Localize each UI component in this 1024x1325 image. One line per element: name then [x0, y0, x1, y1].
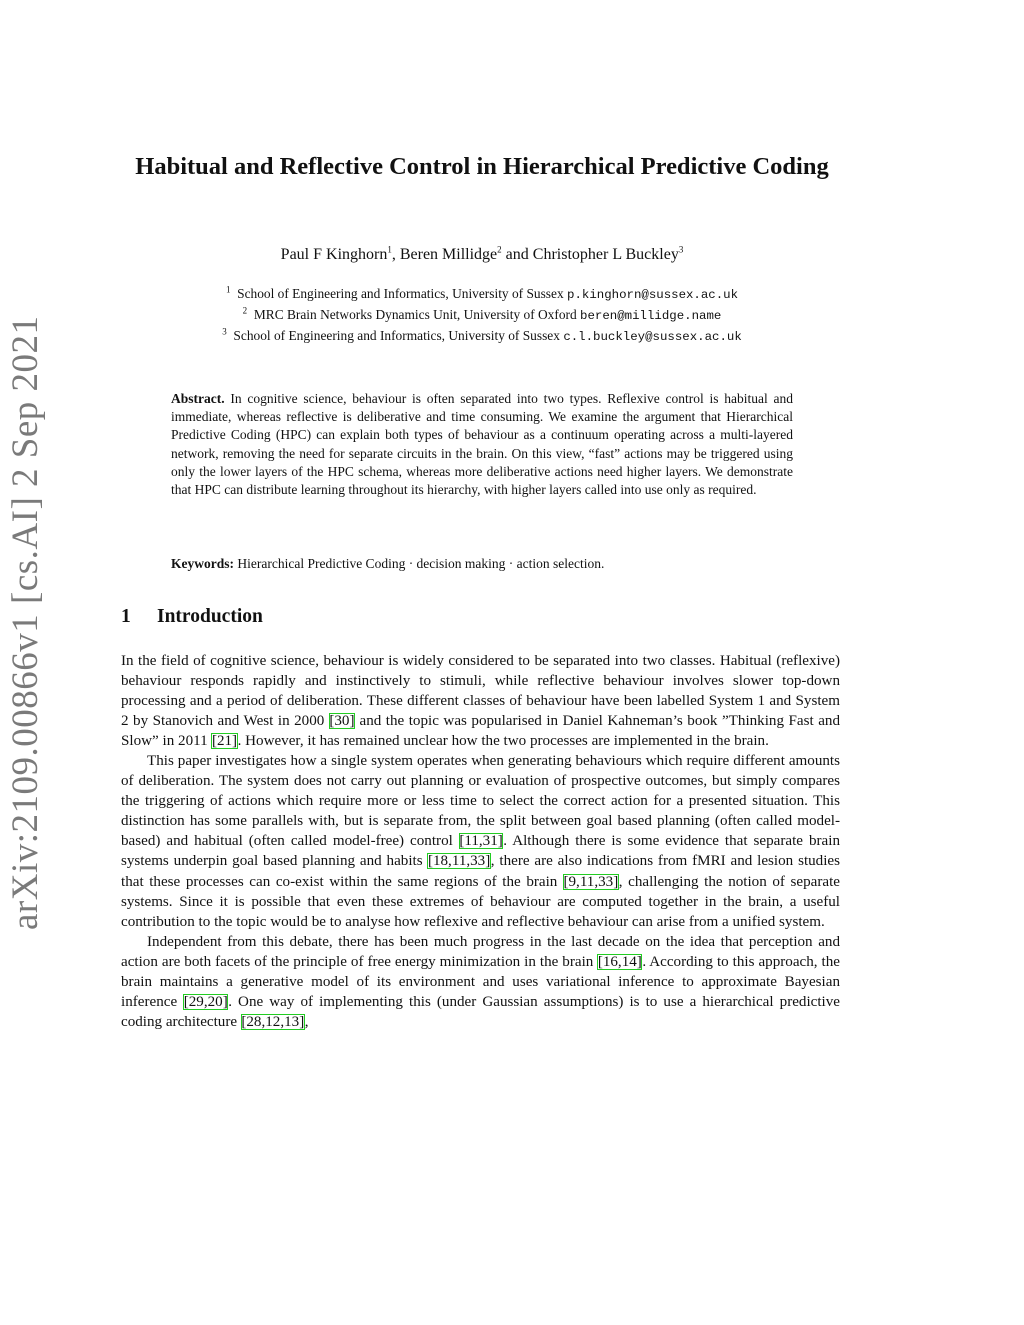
keywords-text: Hierarchical Predictive Coding · decision making · action selection.	[237, 556, 605, 571]
author-mark: 1	[387, 244, 392, 255]
body-paragraph	[121, 751, 840, 931]
paragraph-text: Independent from this debate, there has been much progress in the last decade on the idea that perception and action are both facets of the principle of free energy minimization in the brain	[121, 933, 840, 970]
affiliation-mark: 3	[222, 326, 227, 337]
citation-link[interactable]: [16,14]	[597, 953, 642, 970]
citation-link[interactable]: [21]	[211, 733, 238, 750]
arxiv-identifier: arXiv:2109.00866v1 [cs.AI] 2 Sep 2021	[5, 315, 46, 930]
citation-link[interactable]: [30]	[329, 713, 355, 730]
affiliation-mark: 1	[225, 284, 231, 295]
author-mark: 2	[497, 244, 502, 255]
affiliation	[120, 305, 844, 326]
body-text	[121, 651, 840, 1032]
affiliation-email[interactable]: beren@millidge.name	[580, 309, 722, 323]
author-name: Beren Millidge	[399, 246, 498, 263]
affiliation	[120, 326, 844, 347]
author-name: Paul F Kinghorn	[280, 246, 388, 263]
paragraph-text: . One way of implementing this (under Gaussian assumptions) is to use a hierarchical predictive coding architecture	[121, 993, 840, 1030]
section-heading	[121, 606, 263, 628]
keywords-label: Keywords:	[171, 556, 234, 571]
affiliation-list	[120, 284, 844, 347]
body-paragraph	[121, 932, 840, 1032]
citation-link[interactable]: [18,11,33]	[427, 853, 491, 870]
citation-link[interactable]: [28,12,13]	[241, 1013, 305, 1030]
affiliation-text: School of Engineering and Informatics, University of Sussex	[233, 328, 560, 343]
paragraph-text: , challenging the notion of separate systems. Since it is possible that even these extremes of behaviour are computed together in the brain, a useful contribution to the topic would be to analyse how reflexive and reflective behaviour can arise from a unified system.	[121, 873, 840, 930]
affiliation	[120, 284, 844, 305]
citation-link[interactable]: [29,20]	[183, 993, 228, 1010]
author-list: Paul F Kinghorn$^1$, Beren Millidge$^2$ and Christopher L Buckley$^3$	[280, 244, 684, 263]
author-name: Christopher L Buckley	[532, 246, 679, 263]
abstract-text: In cognitive science, behaviour is often separated into two types. Reflexive control is habitual and immediate, whereas reflective is deliberative and time consuming. We examine the argument that Hierarchical Predictive Coding (HPC) can explain both types of behaviour as a continuum operating across a multi-layered network, removing the need for separate circuits in the brain. On this view, “fast” actions may be triggered using only the lower layers of the HPC schema, whereas more deliberative actions need higher layers. We demonstrate that HPC can distribute learning throughout its hierarchy, with higher layers called into use only as required.	[171, 391, 794, 498]
abstract	[171, 390, 793, 499]
section-title: Introduction	[157, 606, 263, 627]
author-mark: 3	[678, 244, 684, 255]
paragraph-text: This paper investigates how a single system operates when generating behaviours which require different amounts of deliberation. The system does not carry out planning or evaluation of prospective outcomes, but simply compares the triggering of actions which require more or less time to select the correct action for a presented situation. This distinction has some parallels with, but is separate from, the split between goal based planning (often called model-based) and habitual (often called model-free) control	[121, 753, 840, 850]
abstract-label: Abstract.	[171, 391, 225, 406]
citation-link[interactable]: [9,11,33]	[563, 873, 619, 890]
paragraph-text: . According to this approach, the brain maintains a generative model of its environment and uses variational inference to approximate Bayesian inference	[121, 953, 840, 1010]
paragraph-text: . Although there is some evidence that separate brain systems underpin goal based planning and habits	[121, 833, 840, 870]
affiliation-email[interactable]: c.l.buckley@sussex.ac.uk	[563, 330, 742, 344]
affiliation-mark: 2	[242, 305, 248, 316]
keywords	[171, 555, 793, 573]
paragraph-text: and the topic was popularised in Daniel Kahneman’s book ”Thinking Fast and Slow” in 2011	[121, 713, 840, 750]
paragraph-text: , there are also indications from fMRI and lesion studies that these processes can co-exist within the same regions of the brain	[121, 853, 840, 890]
section-number: 1	[121, 606, 131, 627]
affiliation-text: School of Engineering and Informatics, University of Sussex	[237, 286, 564, 301]
paragraph-text: . However, it has remained unclear how the two processes are implemented in the brain.	[237, 733, 769, 750]
body-paragraph	[121, 651, 840, 751]
affiliation-email[interactable]: p.kinghorn@sussex.ac.uk	[567, 288, 739, 302]
affiliation-text: MRC Brain Networks Dynamics Unit, University of Oxford	[253, 307, 577, 322]
paragraph-text: ,	[304, 1013, 309, 1030]
citation-link[interactable]: [11,31]	[459, 833, 503, 850]
paragraph-text: In the field of cognitive science, behaviour is widely considered to be separated into two classes. Habitual (reflexive) behaviour responds rapidly and instinctively to stimuli, while reflective behaviour involves slower top-down processing and a period of deliberation. These different classes of behaviour have been labelled System 1 and System 2 by Stanovich and West in 2000	[121, 653, 840, 730]
paper-title: Habitual and Reflective Control in Hierarchical Predictive Coding	[135, 153, 829, 180]
